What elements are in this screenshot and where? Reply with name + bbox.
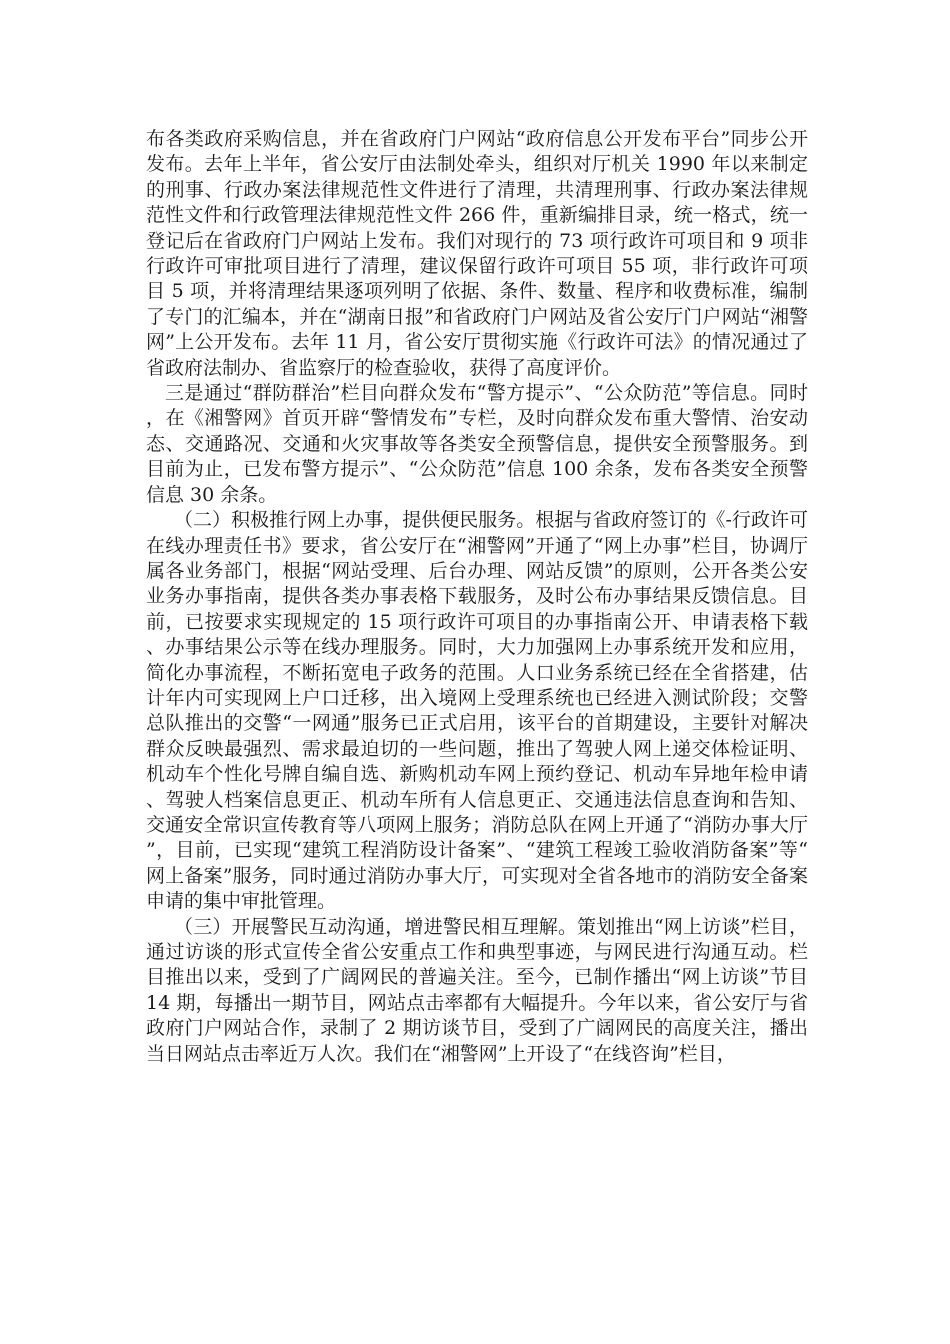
paragraph-public-alerts: 三是通过“群防群治”栏目向群众发布“警方提示”、“公众防范”等信息。同时，在《湘警网》首页开辟“警情发布”专栏，及时向群众发布重大警情、治安动态、交通路况、交通和火灾事故等各类安全预警信息，提供安全预警服务。到目前为止，已发布警方提示”、“公众防范”信息 100 余条，发布各类安全预警信息 30 余条。 (146, 382, 808, 506)
paragraph-online-services: （二）积极推行网上办事，提供便民服务。根据与省政府签订的《-行政许可在线办理责任书》要求，省公安厅在“湘警网”开通了“网上办事”栏目，协调厅属各业务部门，根据“网站受理、后台办理、网站反馈”的原则，公开各类公安业务办事指南，提供各类办事表格下载服务，及时公布办事结果反馈信息。目前，已按要求实现规定的 15 项行政许可项目的办事指南公开、申请表格下载、办事结果公示等在线办理服务。同时，大力加强网上办事系统开发和应用，简化办事流程，不断拓宽电子政务的范围。人口业务系统已经在全省搭建，估计年内可实现网上户口迁移，出入境网上受理系统也已经进入测试阶段；交警总队推出的交警“一网通”服务已正式启用，该平台的首期建设，主要针对解决群众反映最强烈、需求最迫切的一些问题，推出了驾驶人网上递交体检证明、机动车个性化号牌自编自选、新购机动车网上预约登记、机动车异地年检申请、驾驶人档案信息更正、机动车所有人信息更正、交通违法信息查询和告知、交通安全常识宣传教育等八项网上服务；消防总队在网上开通了“消防办事大厅”，目前，已实现“建筑工程消防设计备案”、“建筑工程竣工验收消防备案”等“网上备案”服务，同时通过消防办事大厅，可实现对全省各地市的消防安全备案申请的集中审批管理。 (146, 509, 808, 913)
document-body (146, 127, 808, 1067)
paragraph-police-interaction: （三）开展警民互动沟通，增进警民相互理解。策划推出“网上访谈”栏目，通过访谈的形式宣传全省公安重点工作和典型事迹，与网民进行沟通互动。栏目推出以来，受到了广阔网民的普遍关注。至今，已制作播出“网上访谈”节目 14 期，每播出一期节目，网站点击率都有大幅提升。今年以来，省公安厅与省政府门户网站合作，录制了 2 期访谈节目，受到了广阔网民的高度关注，播出当日网站点击率近万人次。我们在“湘警网”上开设了“在线咨询”栏目， (146, 915, 808, 1065)
paragraph-policy-cleanup: 布各类政府采购信息，并在省政府门户网站“政府信息公开发布平台”同步公开发布。去年上半年，省公安厅由法制处牵头，组织对厅机关 1990 年以来制定的刑事、行政办案法律规范性文件进行了清理，共清理刑事、行政办案法律规范性文件和行政管理法律规范性文件 266 件，重新编排目录，统一格式，统一登记后在省政府门户网站上发布。我们对现行的 73 项行政许可项目和 9 项非行政许可审批项目进行了清理，建议保留行政许可项目 55 项，非行政许可项目 5 项，并将清理结果逐项列明了依据、条件、数量、程序和收费标准，编制了专门的汇编本，并在“湖南日报”和省政府门户网站及省公安厅门户网站“湘警网”上公开发布。去年 11 月，省公安厅贯彻实施《行政许可法》的情况通过了省政府法制办、省监察厅的检查验收，获得了高度评价。 (146, 128, 808, 379)
